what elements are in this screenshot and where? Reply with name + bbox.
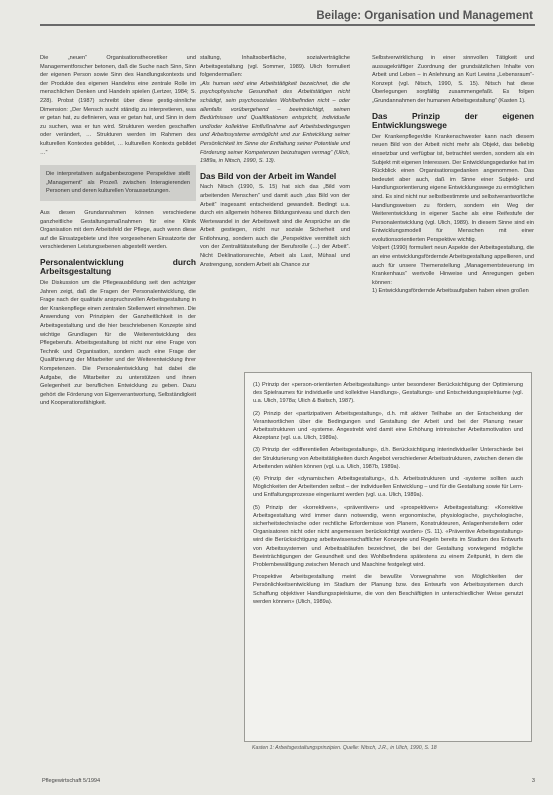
section-heading: Das Prinzip der eigenen Entwicklungswege [372, 110, 534, 131]
box-item: (2) Prinzip der «partizipativen Arbeitsgestaltung», d.h. mit aktiver Teilhabe an der Entscheidung der Verantwortlichen über die Bedingungen und Gestaltung der Arbeit und bei der Planung neuer Arbeitsstrukturen und -systeme. Angestrebt wird damit eine Erhöhung intrinsischer Arbeitsmotivation und Akzeptanz (vgl. u.a. Ulich, 1989a). [253, 410, 523, 442]
highlight-box [40, 165, 196, 201]
section-heading: Das Bild von der Arbeit im Wandel [200, 170, 337, 181]
paragraph: Die Diskussion um die Pflegeausbildung seit den achtziger Jahren zeigt, daß die Fragen der Personalentwicklung, die Frage nach der qualitativ anspruchsvollen Arbeitsgestaltung in der Krankenpflege einen zentralen Stellenwert einnehmen. Die Anwendung von Prinzipien der Ganzheitlichkeit in der Arbeitsgestaltung und die hier beschriebenen Konzepte sind wichtige Grundlagen für die Weiterentwicklung des Pflegeberufs. Arbeitsgestaltung ist nicht nur eine Frage von Technik und Organisation, sondern auch eine Frage der Qualifizierung der Mitarbeiter und der Weiterentwicklung ihrer Kompetenzen. Die Personalentwicklung hat dabei die Aufgabe, die Mitarbeiter zu unterstützen und ihnen Gelegenheit zur beruflichen Entwicklung zu geben. Dazu gehört die Förderung von Eigenverantwortung, Selbständigkeit und Kooperationsfähigkeit. [40, 280, 196, 407]
box-item: (3) Prinzip der «differentiellen Arbeitsgestaltung», d.h. Berücksichtigung interindividueller Unterschiede bei der Strukturierung von Arbeitstätigkeiten durch Angebot verschiedener Arbeitsstrukturen, zwischen denen die Arbeitenden wählen können (vgl. u.a. Ulich, 1987b, 1989a). [253, 447, 523, 470]
paragraph: Nach Nitsch (1990, S. 15) hat sich das „Bild vom arbeitenden Menschen“ und damit auch „das Bild von der Arbeit“ insgesamt entscheidend gewandelt. Bedingt u.a. durch ein allgemein höheres Bildungsniveau und durch den Wertewandel in der Arbeitswelt sind die Ansprüche an die Arbeit gestiegen, nicht nur soziale Sicherheit und Entlohnung, sondern auch die „Perspektive vermittelt sich von der Zentralitätsstellung der Berufsrolle (…) der Arbeit“. Nicht Deklinationsrechte, Arbeit als Last, Mühsal und Anstrengung, sondern Arbeit als Chance zur [200, 184, 350, 268]
paragraph: Der Krankenpfleger/die Krankenschwester kann nach diesem neuen Bild von der Arbeit nicht mehr als Objekt, das beliebig einsetzbar und verfügbar ist, betrachtet werden, sondern als ein Subjekt mit eigenen Interessen. Der Entwicklungsgedanke hat im Rückblick einen Organisationsgedanken angenommen. Das bedeutet aber auch, daß im Sinne einer Subjekt- und Handlungsorientierung eigene Entwicklungswege zu ermöglichen sind. Es sind nicht nur selbstbestimmte und selbstverantwortliche Handlungsweisen zu fördern, sondern ein Weg der Weiterentwicklung in eigener Sache als eine Reifestufe der Personalentwicklung (vgl. Ulich, 1989). In diesem Sinne sind ein Entwicklungsmodell für Menschen mit einer evolutionsorientierten Perspektive wichtig. [372, 133, 534, 243]
box-item: (5) Prinzip der «korrektiven», «präventiven» und «prospektiven» Arbeitsgestaltung: «Korrektive Arbeitsgestaltung wird immer dann notwendig, wenn ergonomische, physiologische, psychologische, sicherheitstechnische oder rechtliche Erfordernisse von Planern, Konstrukteuren, Anlagenherstellern oder Organisatoren nicht oder nicht angemessen berücksichtigt wurden» (S. 11). «Präventive Arbeitsgestaltung» wird die Berücksichtigung arbeitswissenschaftlicher Konzepte und Regeln bereits im Stadium des Entwurfs von Arbeitssystemen und Arbeitsabläufen bezeichnet, die bei der Gestaltung vorwiegend mögliche Beeinträchtigungen der Gesundheit und des Wohlbefindens spätestens zu einem Zeitpunkt, in dem die Problembewältigung zwischen Mensch und Maschine festgelegt wird. [253, 504, 523, 569]
column-3 [372, 54, 534, 296]
column-2 [200, 54, 350, 269]
info-box [244, 372, 532, 742]
paragraph: Volpert (1990) formuliert neun Aspekte der Arbeitsgestaltung, die an eine entwicklungsfördernde Arbeitsgestaltung appellieren, und auch für unsere Themenstellung „Managementsteuerung im Krankenhaus“ wertvolle Hinweise und Anregungen geben können: [372, 245, 534, 286]
quote: „Als human wird eine Arbeitstätigkeit bezeichnet, die die psychophysische Gesundheit des Arbeitstätigen nicht schädigt, sein psychosoziales Wohlbefinden nicht – oder allenfalls vorübergehend – beeinträchtigt, seinen Bedürfnissen und Qualifikationen entspricht, individuelle und/oder kollektive Einflußnahme auf Arbeitsbedingungen und Arbeitssysteme ermöglicht und zur Entwicklung seiner Persönlichkeit im Sinne der Entfaltung seiner Potentiale und Förderung seiner Kompetenzen beizutragen vermag“ (Ulich, 1989a, in Nitsch, 1990, S. 13). [200, 80, 350, 165]
paragraph: Die „neuen“ Organisationstheoretiker und Managementforscher betonen, daß die Suche nach Sinn, Sinn der eigenen Person sowie Sinn des Handlungskontexts und der Produkte des eigenen Handelns eine zentrale Rolle im menschlichen Denken und Handeln spielen (Lertzer, 1984; S. 228). Probst (1987) schreibt über diese gestig-sinnliche Dimension: „Der Mensch sucht ständig zu interpretieren, was er getan hat, zu definieren, was er getan hat, und Sinn in dem zu suchen, was er tun wird. Strukturen werden geschaffen oder verändert, … Strukturen werden im Rahmen des kulturellen Kontextes gebildet, … kulturellen Kontexts gebildet …“ [40, 55, 196, 156]
footer-publication: Pflegewirtschaft 5/1994 [42, 778, 101, 784]
section-title: Beilage: Organisation und Management [316, 10, 533, 22]
box-item: (4) Prinzip der «dynamischen Arbeitsgestaltung», d.h. Arbeitsstrukturen und -systeme sollten auch Möglichkeiten der Arbeitenden selbst – der individuellen Entwicklung – und für die Gestaltung sowie für Lern- und Entfaltungsprozesse eingeräumt werden (vgl. u.a. Ulich, 1989a). [253, 476, 523, 499]
page-number: 3 [531, 778, 535, 784]
page-header [0, 0, 553, 34]
column-1 [40, 54, 196, 408]
paragraph: 1) Entwicklungsfördernde Arbeitsaufgaben haben einen großen [372, 288, 529, 295]
paragraph: Selbstverwirklichung in einer sinnvollen Tätigkeit und aussagekräftiger Zuordnung der grundsätzlichen Inhalte von Arbeit und Leben – in Anlehnung an Kurt Lewins „Lebensraum“-Konzept (vgl. Nitsch, 1990, S. 15). Nitsch hat diese Überlegungen sorgfältig zusammengefaßt. Es folgen „Grundannahmen der humanen Arbeitsgestaltung“ (Kasten 1). [372, 55, 534, 104]
paragraph: Aus diesen Grundannahmen können verschiedene ganzheitliche Gestaltungsmaßnahmen für eine Klinik Organisation mit dem Arbeitsfeld der Pflege, auch wenn diese auf die Einsatzgebiete und ihre vorgesehenen Einsatzorte der verschiedenen Leistungsebenen abgestellt werden. [40, 209, 196, 251]
box-item: Prospektive Arbeitsgestaltung meint die bewußte Vorwegnahme von Möglichkeiten der Persönlichkeitsentwicklung im Stadium der Planung bzw. des Entwurfs von Arbeitssystemen durch Schaffung objektiver Handlungsspielräume, die von den Beschäftigten in unterschiedlicher Weise genutzt werden können» (Ulich, 1989a). [253, 574, 523, 605]
paragraph: staltung, Inhaltsoberfläche, sozialverträgliche Arbeitsgestaltung (vgl. Sommer, 1989). Ulich formuliert folgendermaßen: [200, 55, 350, 79]
box-caption: Kasten 1: Arbeitsgestaltungsprinzipien. Quelle: Nitsch, J.R., in Ulich, 1990, S. 18 [252, 745, 437, 751]
box-item: (1) Prinzip der «person-orientierten Arbeitsgestaltung» unter besonderer Berücksichtigung der Optimierung des Spielraumes für individuelle und kollektive Handlungs-, Gestaltungs- und Entscheidungsspielräume (vgl. u.a. Ulich, 1978a; Ulich & Baitsch, 1987). [253, 382, 523, 405]
header-rule [40, 24, 535, 26]
section-heading: Personalentwicklung durch Arbeitsgestaltung [40, 256, 196, 277]
highlight-text: Die interpretativen aufgabenbezogene Perspektive stellt „Management“ als Prozeß zwischen Interagierenden Personen und deren kulturellen Voraussetzungen. [46, 171, 190, 195]
